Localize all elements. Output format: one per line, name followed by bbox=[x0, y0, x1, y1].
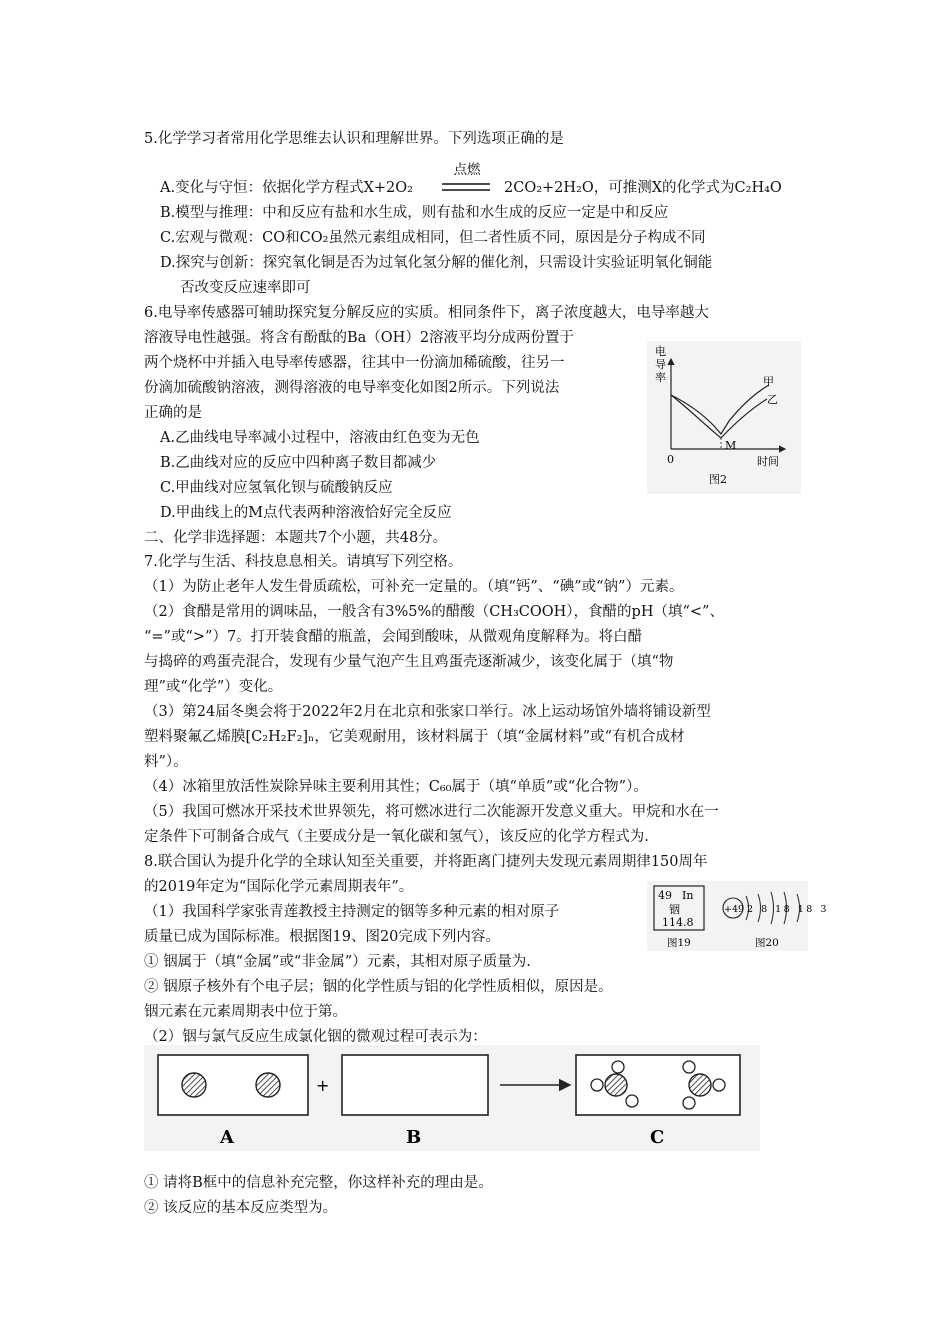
q5-stem: 5.化学学习者常用化学思维去认识和理解世界。下列选项正确的是 bbox=[144, 131, 564, 147]
q7-part-2-line-4: 理”或“化学”）变化。 bbox=[144, 679, 283, 695]
indium-chloride-molecule bbox=[605, 1074, 627, 1096]
plus-sign: + bbox=[316, 1076, 330, 1095]
figure-2-conductivity-graph bbox=[647, 341, 801, 494]
q6-line-3: 两个烧杯中并插入电导率传感器，往其中一份滴加稀硫酸，往另一 bbox=[144, 355, 565, 371]
q8-line-5: ① 铟属于（填“金属”或“非金属”）元素，其相对原子质量为. bbox=[144, 954, 531, 970]
q7-part-5-line-2: 定条件下可制备合成气（主要成分是一氧化碳和氢气），该反应的化学方程式为. bbox=[144, 829, 649, 845]
q7-part-2-line-1: （2）食醋是常用的调味品，一般含有3%5%的醋酸（CH₃COOH），食醋的pH（填“<”、 bbox=[144, 604, 724, 620]
figure-2-origin: 0 bbox=[667, 453, 674, 466]
box-a-label: A bbox=[220, 1127, 234, 1148]
figure-2-xlabel: 时间 bbox=[757, 455, 779, 468]
reaction-condition: 点燃 bbox=[453, 162, 481, 178]
q8-line-7: 铟元素在元素周期表中位于第。 bbox=[144, 1004, 347, 1020]
figure-2-caption: 图2 bbox=[709, 473, 727, 486]
element-atomic-mass: 114.8 bbox=[662, 916, 694, 929]
indium-atom bbox=[256, 1073, 280, 1097]
q5-option-b: B.模型与推理：中和反应有盐和水生成，则有盐和水生成的反应一定是中和反应 bbox=[160, 205, 669, 221]
q6-option-d: D.甲曲线上的M点代表两种溶液恰好完全反应 bbox=[160, 505, 452, 521]
figure-19-caption: 图19 bbox=[667, 937, 691, 949]
indium-chloride-molecule bbox=[689, 1074, 711, 1096]
q7-part-3-line-2: 塑料聚氟乙烯膜[C₂H₂F₂]ₙ，它美观耐用，该材料属于（填“金属材料”或“有机合成材 bbox=[144, 729, 685, 745]
q6-line-1: 6.电导率传感器可辅助探究复分解反应的实质。相同条件下，离子浓度越大，电导率越大 bbox=[144, 305, 709, 321]
q7-stem: 7.化学与生活、科技息息相关。请填写下列空格。 bbox=[144, 554, 463, 570]
q6-option-b: B.乙曲线对应的反应中四种离子数目都减少 bbox=[160, 455, 437, 471]
q8-line-2: 的2019年定为“国际化学元素周期表年”。 bbox=[144, 879, 414, 895]
figure-2-ylabel-1: 电 bbox=[655, 345, 666, 358]
box-b-label: B bbox=[406, 1127, 422, 1148]
q7-part-1: （1）为防止老年人发生骨质疏松，可补充一定量的。（填“钙”、“碘”或“钠”）元素。 bbox=[144, 579, 684, 595]
q6-line-5: 正确的是 bbox=[144, 405, 202, 421]
q5-option-d-1: D.探究与创新：探究氧化铜是否为过氧化氢分解的催化剂，只需设计实验证明氧化铜能 bbox=[160, 255, 713, 271]
q8-line-1: 8.联合国认为提升化学的全球认知至关重要，并将距离门捷列夫发现元素周期律150周年 bbox=[144, 854, 708, 870]
element-symbol: In bbox=[682, 889, 694, 902]
q7-part-5-line-1: （5）我国可燃冰开采技术世界领先，将可燃冰进行二次能源开发意义重大。甲烷和水在一 bbox=[144, 804, 719, 820]
q7-part-3-line-1: （3）第24届冬奥会将于2022年2月在北京和张家口举行。冰上运动场馆外墙将铺设新型 bbox=[144, 704, 711, 720]
q6-option-c: C.甲曲线对应氢氧化钡与硫酸钠反应 bbox=[160, 480, 393, 496]
curve-jia bbox=[671, 385, 769, 434]
q7-part-2-line-3: 与捣碎的鸡蛋壳混合，发现有少量气泡产生且鸡蛋壳逐渐减少，该变化属于（填“物 bbox=[144, 654, 674, 670]
q8-question-2: ② 该反应的基本反应类型为。 bbox=[144, 1200, 338, 1216]
reaction-equals-sign bbox=[441, 181, 491, 193]
reaction-diagram bbox=[144, 1045, 760, 1151]
q8-line-4: 质量已成为国际标准。根据图19、图20完成下列内容。 bbox=[144, 929, 500, 945]
q7-part-3-line-3: 料”）。 bbox=[144, 754, 188, 770]
figures-19-20 bbox=[647, 881, 829, 951]
q7-part-2-line-2: “=”或“>”）7。打开装食醋的瓶盖，会闻到酸味，从微观角度解释为。将白醋 bbox=[144, 629, 643, 645]
electron-shells: 2 8 18 18 3 bbox=[747, 904, 829, 915]
q5-option-a-pre: A.变化与守恒：依据化学方程式X+2O₂ bbox=[160, 180, 413, 196]
element-atomic-number: 49 bbox=[658, 889, 672, 902]
figure-2-ylabel-3: 率 bbox=[655, 371, 666, 384]
q5-option-d-2: 否改变反应速率即可 bbox=[180, 280, 311, 296]
box-c-label: C bbox=[650, 1127, 665, 1148]
figure-2-point-m: M bbox=[725, 439, 737, 452]
indium-atom bbox=[182, 1073, 206, 1097]
q5-option-a-post: 2CO₂+2H₂O，可推测X的化学式为C₂H₄O bbox=[504, 180, 782, 196]
q8-line-8: （2）铟与氯气反应生成氯化铟的微观过程可表示为： bbox=[144, 1029, 487, 1045]
q7-part-4: （4）冰箱里放活性炭除异味主要利用其性；C₆₀属于（填“单质”或“化合物”）。 bbox=[144, 779, 648, 795]
q8-question-1: ① 请将B框中的信息补充完整，你这样补充的理由是。 bbox=[144, 1175, 493, 1191]
q6-line-2: 溶液导电性越强。将含有酚酞的Ba（OH）2溶液平均分成两份置于 bbox=[144, 330, 575, 346]
figure-20-caption: 图20 bbox=[755, 937, 779, 949]
element-name: 铟 bbox=[669, 903, 680, 916]
q8-line-3: （1）我国科学家张青莲教授主持测定的铟等多种元素的相对原子 bbox=[144, 904, 560, 920]
q5-option-c: C.宏观与微观：CO和CO₂虽然元素组成相同，但二者性质不同，原因是分子构成不同 bbox=[160, 230, 706, 246]
q6-option-a: A.乙曲线电导率减小过程中，溶液由红色变为无色 bbox=[160, 430, 480, 446]
figure-2-curve-yi-label: 乙 bbox=[767, 393, 778, 406]
q8-line-6: ② 铟原子核外有个电子层；铟的化学性质与铝的化学性质相似，原因是。 bbox=[144, 979, 613, 995]
figure-2-curve-jia-label: 甲 bbox=[763, 375, 774, 388]
section-2-heading: 二、化学非选择题：本题共7个小题，共48分。 bbox=[144, 530, 448, 546]
nucleus-charge: +49 bbox=[724, 904, 745, 915]
figure-2-ylabel-2: 导 bbox=[655, 358, 666, 371]
q6-line-4: 份滴加硫酸钠溶液，测得溶液的电导率变化如图2所示。下列说法 bbox=[144, 380, 560, 396]
